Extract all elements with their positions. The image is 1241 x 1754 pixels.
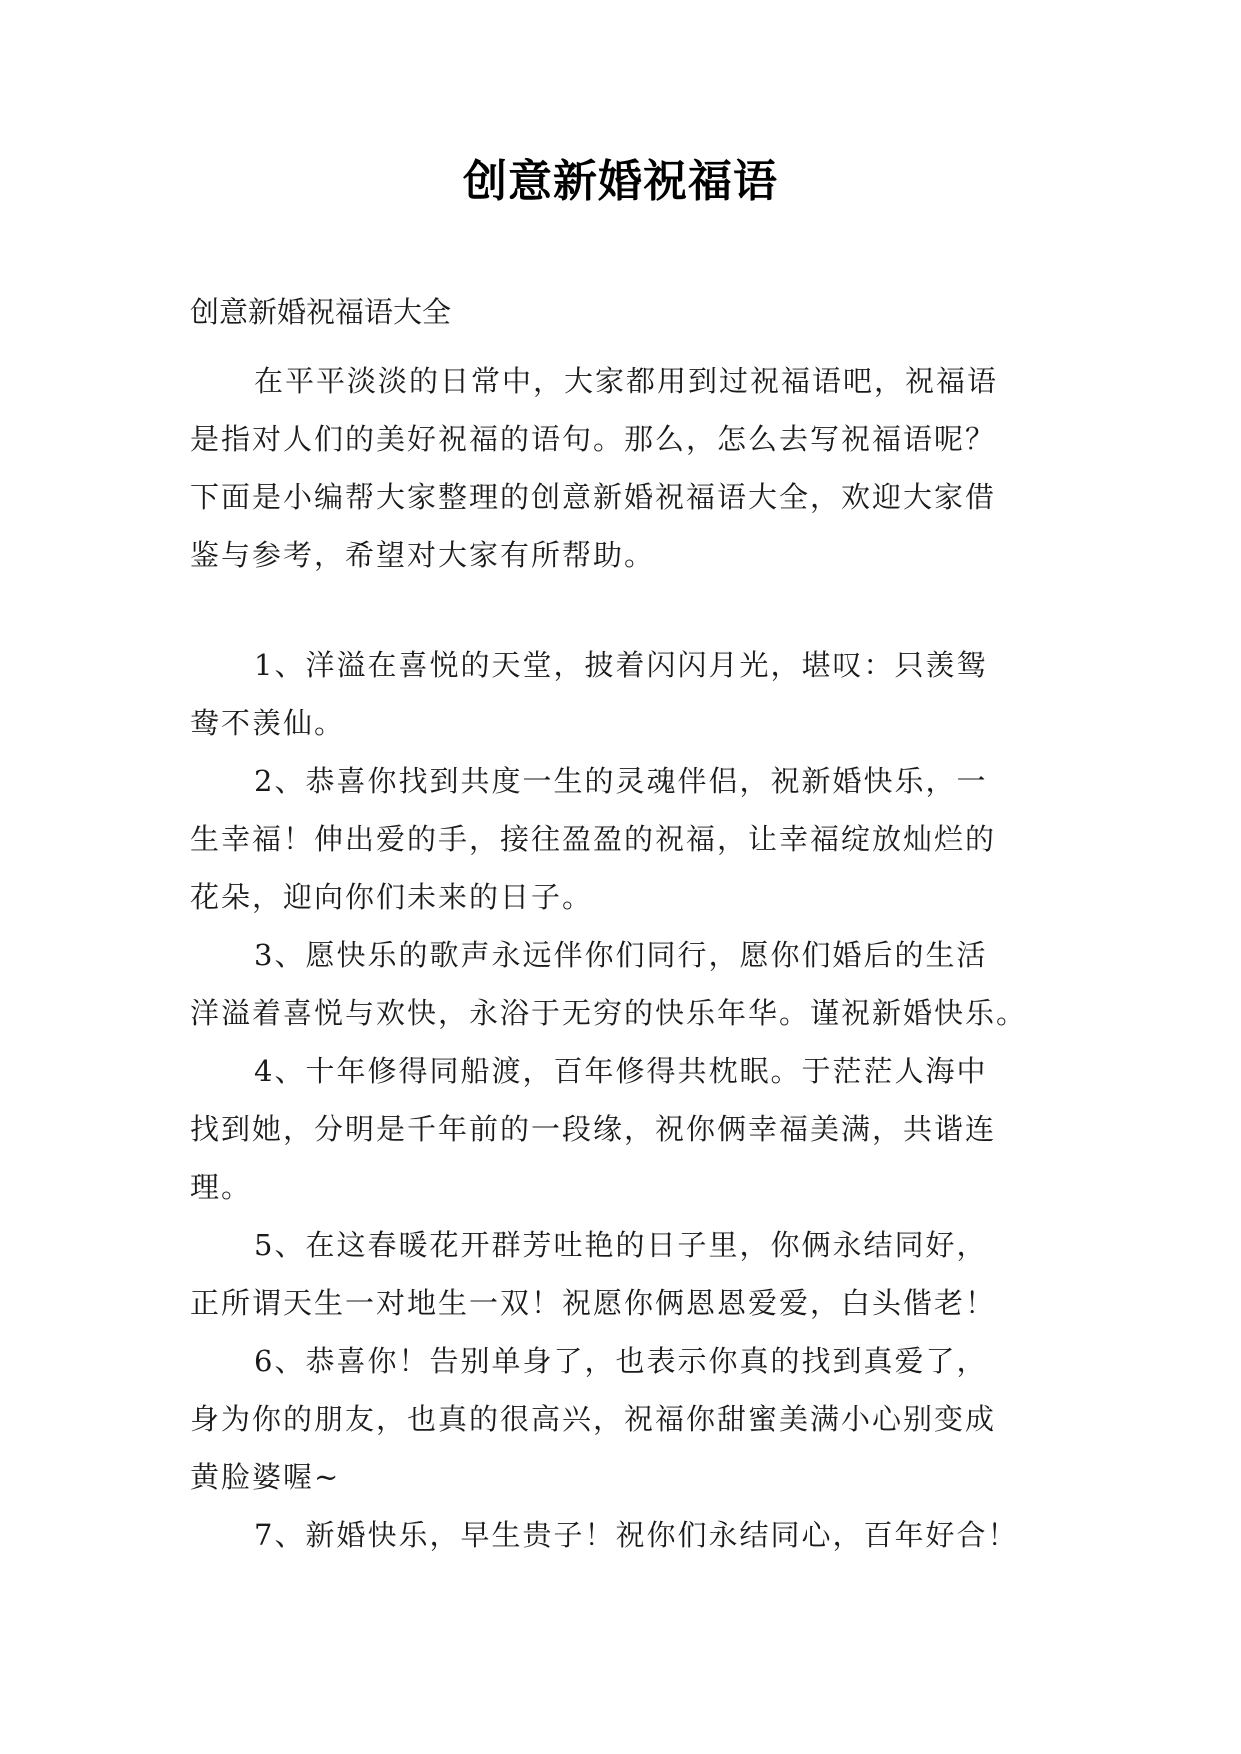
blessing-line: 2、恭喜你找到共度一生的灵魂伴侣，祝新婚快乐，一 [254,764,988,798]
blessing-line: 花朵，迎向你们未来的日子。 [190,880,594,914]
blessing-item-7 [190,1506,1070,1564]
blessing-item-2 [190,752,1070,926]
blessing-item-4 [190,1042,1070,1216]
blessing-item-3 [190,926,1070,1042]
blessing-line: 3、愿快乐的歌声永远伴你们同行，愿你们婚后的生活 [254,938,988,972]
document-subtitle: 创意新婚祝福语大全 [190,295,452,329]
blessing-line: 洋溢着喜悦与欢快，永浴于无穷的快乐年华。谨祝新婚快乐。 [190,996,1028,1030]
blessing-line: 身为你的朋友，也真的很高兴，祝福你甜蜜美满小心别变成 [190,1402,997,1436]
document-title: 创意新婚祝福语 [463,156,778,207]
blessing-line: 生幸福！伸出爱的手，接往盈盈的祝福，让幸福绽放灿烂的 [190,822,997,856]
intro-line: 是指对人们的美好祝福的语句。那么，怎么去写祝福语呢？ [190,422,997,456]
intro-line: 下面是小编帮大家整理的创意新婚祝福语大全，欢迎大家借 [190,480,997,514]
blessing-line: 1、洋溢在喜悦的天堂，披着闪闪月光，堪叹：只羡鸳 [254,648,988,682]
blessing-line: 理。 [190,1170,253,1204]
blessing-item-1 [190,636,1070,752]
blessing-line: 鸯不羡仙。 [190,706,346,740]
blessing-line: 7、新婚快乐，早生贵子！祝你们永结同心，百年好合！ [254,1518,1019,1552]
blessing-line: 4、十年修得同船渡，百年修得共枕眠。于茫茫人海中 [254,1054,988,1088]
intro-line: 在平平淡淡的日常中，大家都用到过祝福语吧，祝福语 [254,364,999,398]
blessing-line: 找到她，分明是千年前的一段缘，祝你俩幸福美满，共谐连 [190,1112,997,1146]
blessing-list [190,636,1070,1564]
blessing-line: 正所谓天生一对地生一双！祝愿你俩恩恩爱爱，白头偕老！ [190,1286,997,1320]
intro-line: 鉴与参考，希望对大家有所帮助。 [190,538,656,572]
intro-paragraph [190,352,1070,584]
blessing-line: 黄脸婆喔~ [190,1460,341,1494]
blessing-item-5 [190,1216,1070,1332]
blessing-line: 5、在这春暖花开群芳吐艳的日子里，你俩永结同好， [254,1228,988,1262]
blessing-line: 6、恭喜你！告别单身了，也表示你真的找到真爱了， [254,1344,988,1378]
blessing-item-6 [190,1332,1070,1506]
